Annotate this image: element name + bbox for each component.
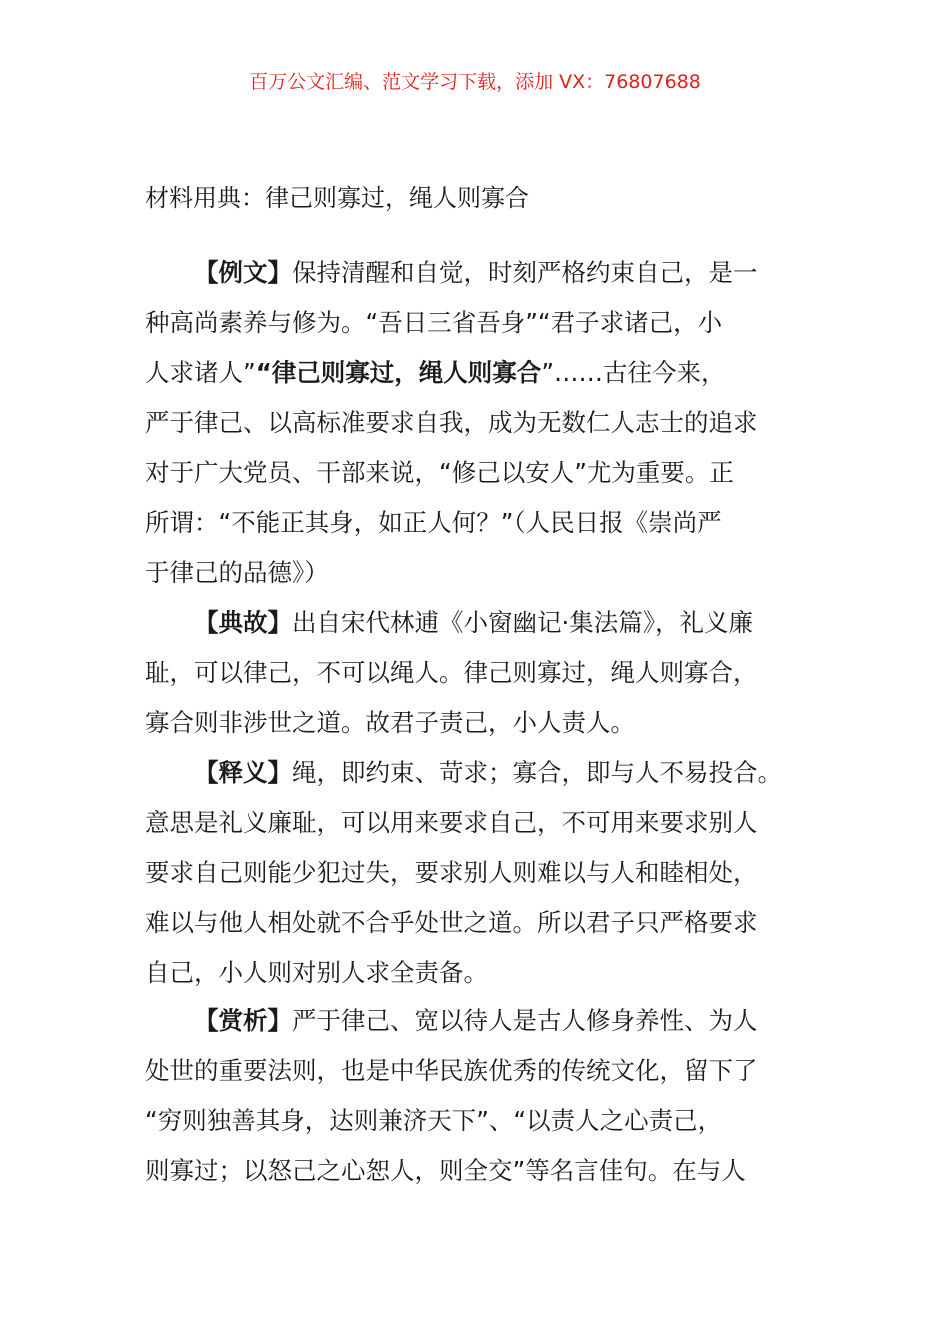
example-line-2: 种高尚素养与修为。“吾日三省吾身”“君子求诸己，小 xyxy=(145,308,723,337)
appreciation-tag: 【赏析】 xyxy=(194,1006,292,1035)
allusion-line-1-text: 出自宋代林逋《小窗幽记·集法篇》，礼义廉 xyxy=(292,608,754,637)
allusion-line-3: 寡合则非涉世之道。故君子责己，小人责人。 xyxy=(145,708,635,737)
example-tag: 【例文】 xyxy=(194,258,292,287)
meaning-line-2: 意思是礼义廉耻，可以用来要求自己，不可用来要求别人 xyxy=(145,808,758,837)
meaning-line-5: 自己，小人则对别人求全责备。 xyxy=(145,958,488,987)
section-example xyxy=(145,248,807,598)
section-allusion xyxy=(145,598,807,748)
section-appreciation xyxy=(145,996,807,1196)
document-title: 材料用典：律己则寡过，绳人则寡合 xyxy=(145,184,529,212)
example-line-1 xyxy=(145,248,807,298)
example-line-1-text: 保持清醒和自觉，时刻严格约束自己，是一 xyxy=(292,258,758,287)
example-line-4: 严于律己、以高标准要求自我，成为无数仁人志士的追求 xyxy=(145,408,758,437)
section-meaning xyxy=(145,748,807,998)
example-line-3-bold-quote: “律己则寡过，绳人则寡合 xyxy=(255,358,542,387)
appreciation-line-3: “穷则独善其身，达则兼济天下”、“以责人之心责己， xyxy=(145,1106,723,1135)
meaning-line-4: 难以与他人相处就不合乎处世之道。所以君子只严格要求 xyxy=(145,908,758,937)
meaning-line-1-text: 绳，即约束、苛求；寡合，即与人不易投合。 xyxy=(292,758,782,787)
example-line-3-pre: 人求诸人” xyxy=(145,358,256,387)
example-line-3-post: ”……古往今来， xyxy=(541,358,726,387)
appreciation-line-1 xyxy=(145,996,807,1046)
allusion-line-1 xyxy=(145,598,807,648)
watermark-header: 百万公文汇编、范文学习下载，添加 VX：76807688 xyxy=(249,71,701,93)
example-line-7: 于律己的品德》） xyxy=(145,558,329,587)
allusion-line-2: 耻，可以律己，不可以绳人。律己则寡过，绳人则寡合， xyxy=(145,658,758,687)
example-line-6: 所谓：“不能正其身，如正人何？”（人民日报《崇尚严 xyxy=(145,508,722,537)
example-line-5: 对于广大党员、干部来说，“修己以安人”尤为重要。正 xyxy=(145,458,734,487)
allusion-tag: 【典故】 xyxy=(194,608,292,637)
example-line-3 xyxy=(145,348,807,398)
meaning-line-1 xyxy=(145,748,807,798)
appreciation-line-2: 处世的重要法则，也是中华民族优秀的传统文化，留下了 xyxy=(145,1056,758,1085)
meaning-tag: 【释义】 xyxy=(194,758,292,787)
appreciation-line-4: 则寡过；以怒己之心恕人，则全交”等名言佳句。在与人 xyxy=(145,1156,746,1185)
appreciation-line-1-text: 严于律己、宽以待人是古人修身养性、为人 xyxy=(292,1006,758,1035)
meaning-line-3: 要求自己则能少犯过失，要求别人则难以与人和睦相处， xyxy=(145,858,758,887)
